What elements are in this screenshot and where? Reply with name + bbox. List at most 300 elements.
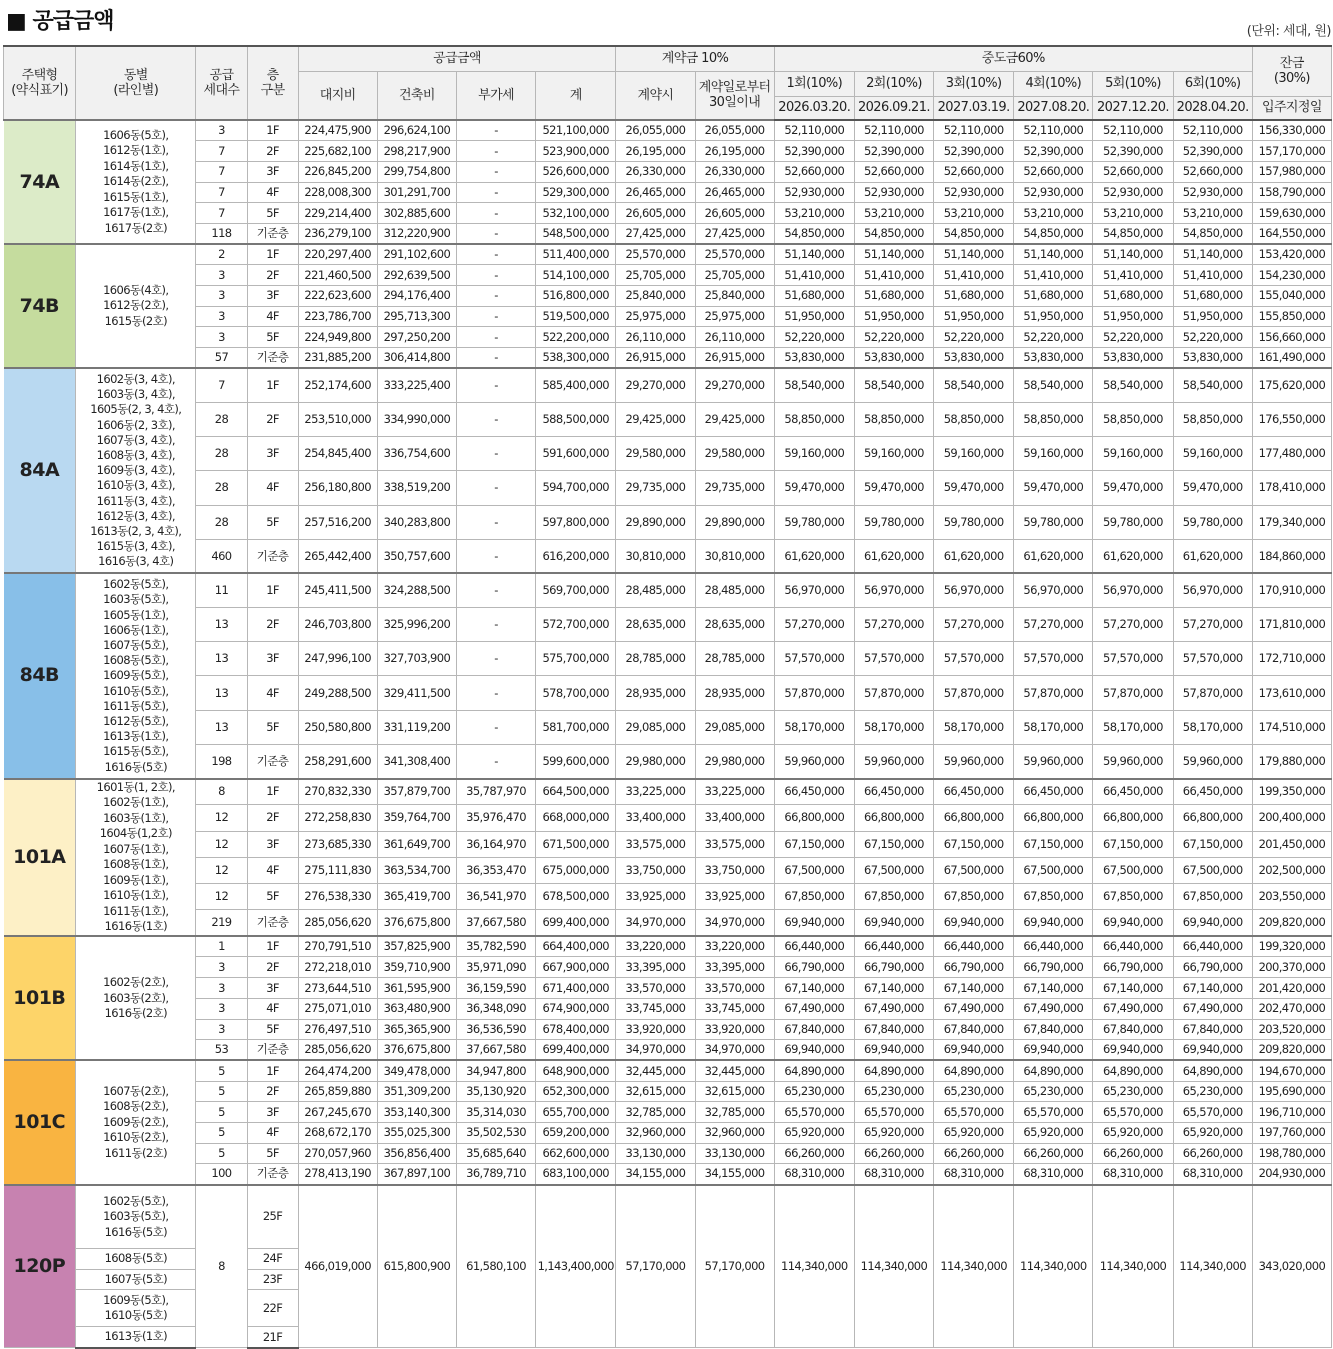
deposit-30days-cell: 29,270,000 xyxy=(695,368,774,402)
balance-cell: 197,760,000 xyxy=(1252,1122,1331,1143)
middle-payment-cell: 59,780,000 xyxy=(1093,505,1173,539)
floor-cell: 4F xyxy=(247,998,298,1019)
table-row xyxy=(4,1143,1332,1164)
building-price-cell: 338,519,200 xyxy=(377,471,456,505)
vat-cell: - xyxy=(456,744,535,778)
building-price-cell: 295,713,300 xyxy=(377,306,456,327)
vat-cell: - xyxy=(456,573,535,607)
supply-units-cell: 2 xyxy=(196,244,247,265)
dong-line: 1608동(5호) xyxy=(104,1251,167,1266)
middle-payment-cell: 67,850,000 xyxy=(934,884,1014,910)
balance-cell: 175,620,000 xyxy=(1252,368,1331,402)
header-middle-date: 2026.09.21. xyxy=(854,96,933,120)
middle-payment-cell: 57,870,000 xyxy=(774,676,854,710)
deposit-contract-cell: 29,270,000 xyxy=(616,368,695,402)
balance-cell: 156,660,000 xyxy=(1252,327,1331,348)
vat-cell: - xyxy=(456,161,535,182)
middle-payment-cell: 66,440,000 xyxy=(1173,936,1252,957)
deposit-contract-cell: 28,485,000 xyxy=(616,573,695,607)
middle-payment-cell: 57,270,000 xyxy=(1093,608,1173,642)
middle-payment-cell: 66,440,000 xyxy=(1093,936,1173,957)
deposit-contract-cell: 27,425,000 xyxy=(616,223,695,244)
middle-payment-cell: 66,800,000 xyxy=(774,805,854,831)
middle-payment-cell: 65,570,000 xyxy=(1093,1102,1173,1123)
deposit-30days-cell: 26,915,000 xyxy=(695,348,774,369)
dong-line: 1608동(1호), xyxy=(103,857,169,872)
middle-payment-cell: 58,850,000 xyxy=(854,402,933,436)
middle-payment-cell: 57,870,000 xyxy=(934,676,1014,710)
land-price-cell: 285,056,620 xyxy=(298,910,377,936)
deposit-contract-cell: 29,580,000 xyxy=(616,437,695,471)
middle-payment-cell: 59,160,000 xyxy=(934,437,1014,471)
deposit-30days-cell: 32,960,000 xyxy=(695,1122,774,1143)
deposit-contract-cell: 32,785,000 xyxy=(616,1102,695,1123)
floor-cell: 기준층 xyxy=(247,1164,298,1185)
total-price-cell: 668,000,000 xyxy=(536,805,616,831)
middle-payment-cell: 52,220,000 xyxy=(934,327,1014,348)
middle-payment-cell: 67,490,000 xyxy=(774,998,854,1019)
deposit-30days-cell: 29,735,000 xyxy=(695,471,774,505)
dong-line: 1609동(3, 4호), xyxy=(96,463,175,478)
land-price-cell: 272,218,010 xyxy=(298,957,377,978)
table-row xyxy=(4,805,1332,831)
total-price-cell: 569,700,000 xyxy=(536,573,616,607)
dong-line: 1609동(5호), xyxy=(103,1292,169,1307)
dong-line: 1607동(5호) xyxy=(104,1271,167,1286)
total-price-cell: 597,800,000 xyxy=(536,505,616,539)
dong-line: 1607동(2호), xyxy=(103,1083,169,1098)
supply-units-cell: 7 xyxy=(196,182,247,203)
dong-line: 1615동(3, 4호), xyxy=(96,539,175,554)
deposit-30days-cell: 33,220,000 xyxy=(695,936,774,957)
dong-cell xyxy=(76,1060,196,1184)
supply-units-cell: 5 xyxy=(196,1143,247,1164)
dong-line: 1606동(4호), xyxy=(103,282,169,297)
middle-payment-cell: 52,660,000 xyxy=(1173,161,1252,182)
middle-payment-cell: 67,150,000 xyxy=(1093,831,1173,857)
middle-payment-cell: 68,310,000 xyxy=(1093,1164,1173,1185)
floor-cell: 2F xyxy=(247,141,298,162)
total-price-cell: 659,200,000 xyxy=(536,1122,616,1143)
land-price-cell: 278,413,190 xyxy=(298,1164,377,1185)
land-price-cell: 270,832,330 xyxy=(298,779,377,805)
middle-payment-cell: 58,540,000 xyxy=(934,368,1014,402)
balance-cell: 172,710,000 xyxy=(1252,642,1331,676)
deposit-30days-cell: 26,605,000 xyxy=(695,203,774,224)
dong-line: 1608동(5호), xyxy=(103,653,169,668)
supply-units-cell: 28 xyxy=(196,437,247,471)
floor-cell: 2F xyxy=(247,1081,298,1102)
balance-cell: 157,980,000 xyxy=(1252,161,1331,182)
deposit-30days-cell: 34,970,000 xyxy=(695,1040,774,1061)
total-price-cell: 678,500,000 xyxy=(536,884,616,910)
deposit-30days-cell: 25,840,000 xyxy=(695,286,774,307)
building-price-cell: 363,534,700 xyxy=(377,857,456,883)
table-row xyxy=(4,642,1332,676)
vat-cell: 34,947,800 xyxy=(456,1060,535,1081)
balance-cell: 155,040,000 xyxy=(1252,286,1331,307)
total-price-cell: 548,500,000 xyxy=(536,223,616,244)
floor-cell: 5F xyxy=(247,710,298,744)
middle-payment-cell: 51,140,000 xyxy=(774,244,854,265)
middle-payment-cell: 56,970,000 xyxy=(1014,573,1093,607)
middle-payment-cell: 66,260,000 xyxy=(1173,1143,1252,1164)
middle-payment-cell: 57,870,000 xyxy=(1093,676,1173,710)
middle-payment-cell: 59,780,000 xyxy=(934,505,1014,539)
building-price-cell: 357,879,700 xyxy=(377,779,456,805)
middle-payment-cell: 58,540,000 xyxy=(774,368,854,402)
table-row xyxy=(4,573,1332,607)
supply-units-cell: 13 xyxy=(196,676,247,710)
middle-payment-cell: 67,840,000 xyxy=(1014,1019,1093,1040)
balance-cell: 173,610,000 xyxy=(1252,676,1331,710)
supply-units-cell: 12 xyxy=(196,884,247,910)
balance-cell: 154,230,000 xyxy=(1252,265,1331,286)
supply-units-cell: 3 xyxy=(196,327,247,348)
dong-line: 1609동(1호), xyxy=(103,872,169,887)
balance-cell: 202,500,000 xyxy=(1252,857,1331,883)
middle-payment-cell: 66,260,000 xyxy=(1093,1143,1173,1164)
land-price-cell: 247,996,100 xyxy=(298,642,377,676)
table-row xyxy=(4,884,1332,910)
deposit-contract-cell: 28,635,000 xyxy=(616,608,695,642)
supply-units-cell: 8 xyxy=(196,779,247,805)
balance-cell: 170,910,000 xyxy=(1252,573,1331,607)
total-price-cell: 655,700,000 xyxy=(536,1102,616,1123)
middle-payment-cell: 59,470,000 xyxy=(1173,471,1252,505)
balance-cell: 203,520,000 xyxy=(1252,1019,1331,1040)
middle-payment-cell: 61,620,000 xyxy=(1173,539,1252,573)
total-price-cell: 591,600,000 xyxy=(536,437,616,471)
vat-cell: - xyxy=(456,141,535,162)
deposit-contract-cell: 29,425,000 xyxy=(616,402,695,436)
land-price-cell: 226,845,200 xyxy=(298,161,377,182)
total-price-cell: 526,600,000 xyxy=(536,161,616,182)
total-price-cell: 516,800,000 xyxy=(536,286,616,307)
building-price-cell: 341,308,400 xyxy=(377,744,456,778)
vat-cell: 61,580,100 xyxy=(456,1185,535,1348)
deposit-30days-cell: 26,055,000 xyxy=(695,120,774,141)
land-price-cell: 466,019,000 xyxy=(298,1185,377,1348)
middle-payment-cell: 51,950,000 xyxy=(1014,306,1093,327)
middle-payment-cell: 114,340,000 xyxy=(774,1185,854,1348)
deposit-contract-cell: 29,735,000 xyxy=(616,471,695,505)
deposit-contract-cell: 33,750,000 xyxy=(616,857,695,883)
middle-payment-cell: 52,660,000 xyxy=(1093,161,1173,182)
dong-line: 1610동(5호), xyxy=(103,683,169,698)
floor-cell: 25F xyxy=(247,1185,298,1249)
middle-payment-cell: 66,800,000 xyxy=(854,805,933,831)
floor-cell: 3F xyxy=(247,286,298,307)
middle-payment-cell: 69,940,000 xyxy=(774,1040,854,1061)
middle-payment-cell: 65,570,000 xyxy=(1173,1102,1252,1123)
building-price-cell: 325,996,200 xyxy=(377,608,456,642)
dong-line: 1611동(5호), xyxy=(103,698,169,713)
middle-payment-cell: 67,850,000 xyxy=(854,884,933,910)
land-price-cell: 231,885,200 xyxy=(298,348,377,369)
land-price-cell: 225,682,100 xyxy=(298,141,377,162)
middle-payment-cell: 66,260,000 xyxy=(1014,1143,1093,1164)
table-row xyxy=(4,286,1332,307)
middle-payment-cell: 52,220,000 xyxy=(854,327,933,348)
dong-line: 1617동(1호), xyxy=(103,205,169,220)
header-middle-date: 2027.08.20. xyxy=(1014,96,1093,120)
supply-units-cell: 1 xyxy=(196,936,247,957)
middle-payment-cell: 54,850,000 xyxy=(854,223,933,244)
supply-units-cell: 5 xyxy=(196,1102,247,1123)
dong-line: 1608동(2호), xyxy=(103,1099,169,1114)
middle-payment-cell: 61,620,000 xyxy=(1093,539,1173,573)
supply-units-cell: 12 xyxy=(196,805,247,831)
land-price-cell: 245,411,500 xyxy=(298,573,377,607)
land-price-cell: 221,460,500 xyxy=(298,265,377,286)
middle-payment-cell: 67,140,000 xyxy=(854,978,933,999)
middle-payment-cell: 67,840,000 xyxy=(854,1019,933,1040)
dong-line: 1615동(2호) xyxy=(104,313,167,328)
dong-line: 1614동(2호), xyxy=(103,174,169,189)
middle-payment-cell: 53,830,000 xyxy=(1093,348,1173,369)
building-price-cell: 615,800,900 xyxy=(377,1185,456,1348)
middle-payment-cell: 52,930,000 xyxy=(1014,182,1093,203)
middle-payment-cell: 53,210,000 xyxy=(1093,203,1173,224)
total-price-cell: 683,100,000 xyxy=(536,1164,616,1185)
floor-cell: 1F xyxy=(247,779,298,805)
middle-payment-cell: 54,850,000 xyxy=(934,223,1014,244)
table-row xyxy=(4,244,1332,265)
vat-cell: 35,976,470 xyxy=(456,805,535,831)
deposit-contract-cell: 33,570,000 xyxy=(616,978,695,999)
middle-payment-cell: 67,150,000 xyxy=(854,831,933,857)
middle-payment-cell: 67,840,000 xyxy=(1093,1019,1173,1040)
land-price-cell: 270,057,960 xyxy=(298,1143,377,1164)
floor-cell: 4F xyxy=(247,1122,298,1143)
vat-cell: - xyxy=(456,244,535,265)
supply-units-cell: 7 xyxy=(196,141,247,162)
middle-payment-cell: 65,230,000 xyxy=(1014,1081,1093,1102)
deposit-30days-cell: 28,485,000 xyxy=(695,573,774,607)
dong-line: 1615동(1호), xyxy=(103,189,169,204)
table-row xyxy=(4,265,1332,286)
total-price-cell: 519,500,000 xyxy=(536,306,616,327)
deposit-30days-cell: 34,970,000 xyxy=(695,910,774,936)
middle-payment-cell: 65,230,000 xyxy=(774,1081,854,1102)
middle-payment-cell: 65,230,000 xyxy=(854,1081,933,1102)
balance-cell: 161,490,000 xyxy=(1252,348,1331,369)
floor-cell: 4F xyxy=(247,182,298,203)
middle-payment-cell: 53,210,000 xyxy=(1173,203,1252,224)
dong-line: 1602동(5호), xyxy=(103,1193,169,1208)
middle-payment-cell: 67,490,000 xyxy=(854,998,933,1019)
middle-payment-cell: 66,450,000 xyxy=(934,779,1014,805)
dong-line: 1614동(1호), xyxy=(103,158,169,173)
dong-line: 1602동(5호), xyxy=(103,577,169,592)
building-price-cell: 329,411,500 xyxy=(377,676,456,710)
floor-cell: 기준층 xyxy=(247,1040,298,1061)
deposit-30days-cell: 26,195,000 xyxy=(695,141,774,162)
total-price-cell: 664,400,000 xyxy=(536,936,616,957)
middle-payment-cell: 51,680,000 xyxy=(1093,286,1173,307)
floor-cell: 2F xyxy=(247,402,298,436)
middle-payment-cell: 66,440,000 xyxy=(934,936,1014,957)
middle-payment-cell: 59,960,000 xyxy=(774,744,854,778)
table-row xyxy=(4,957,1332,978)
header-middle-date: 2026.03.20. xyxy=(774,96,854,120)
dong-line: 1610동(5호) xyxy=(104,1308,167,1323)
middle-payment-cell: 68,310,000 xyxy=(1014,1164,1093,1185)
supply-units-cell: 11 xyxy=(196,573,247,607)
header-supply-price: 공급금액 xyxy=(298,46,616,71)
deposit-contract-cell: 28,935,000 xyxy=(616,676,695,710)
supply-units-cell: 28 xyxy=(196,402,247,436)
middle-payment-cell: 67,500,000 xyxy=(1173,857,1252,883)
deposit-contract-cell: 34,155,000 xyxy=(616,1164,695,1185)
land-price-cell: 229,214,400 xyxy=(298,203,377,224)
supply-units-cell: 13 xyxy=(196,710,247,744)
floor-cell: 3F xyxy=(247,978,298,999)
middle-payment-cell: 66,790,000 xyxy=(1093,957,1173,978)
total-price-cell: 581,700,000 xyxy=(536,710,616,744)
building-price-cell: 291,102,600 xyxy=(377,244,456,265)
vat-cell: - xyxy=(456,676,535,710)
vat-cell: - xyxy=(456,402,535,436)
deposit-30days-cell: 33,130,000 xyxy=(695,1143,774,1164)
middle-payment-cell: 65,920,000 xyxy=(774,1122,854,1143)
floor-cell: 기준층 xyxy=(247,348,298,369)
dong-line: 1610동(3, 4호), xyxy=(96,478,175,493)
middle-payment-cell: 66,790,000 xyxy=(934,957,1014,978)
supply-units-cell: 53 xyxy=(196,1040,247,1061)
building-price-cell: 361,595,900 xyxy=(377,978,456,999)
floor-cell: 기준층 xyxy=(247,910,298,936)
floor-cell: 5F xyxy=(247,505,298,539)
middle-payment-cell: 59,160,000 xyxy=(1173,437,1252,471)
deposit-30days-cell: 33,395,000 xyxy=(695,957,774,978)
middle-payment-cell: 64,890,000 xyxy=(1014,1060,1093,1081)
dong-line: 1615동(5호), xyxy=(103,744,169,759)
vat-cell: - xyxy=(456,286,535,307)
deposit-30days-cell: 34,155,000 xyxy=(695,1164,774,1185)
balance-cell: 204,930,000 xyxy=(1252,1164,1331,1185)
house-type-cell: 101C xyxy=(4,1060,76,1184)
deposit-contract-cell: 33,130,000 xyxy=(616,1143,695,1164)
table-row xyxy=(4,1185,1332,1249)
middle-payment-cell: 66,790,000 xyxy=(1014,957,1093,978)
middle-payment-cell: 52,110,000 xyxy=(1093,120,1173,141)
building-price-cell: 327,703,900 xyxy=(377,642,456,676)
dong-line: 1616동(1호) xyxy=(104,919,167,934)
deposit-30days-cell: 32,785,000 xyxy=(695,1102,774,1123)
vat-cell: 35,787,970 xyxy=(456,779,535,805)
middle-payment-cell: 67,840,000 xyxy=(934,1019,1014,1040)
middle-payment-cell: 52,930,000 xyxy=(1093,182,1173,203)
floor-cell: 1F xyxy=(247,936,298,957)
balance-cell: 174,510,000 xyxy=(1252,710,1331,744)
land-price-cell: 285,056,620 xyxy=(298,1040,377,1061)
middle-payment-cell: 58,850,000 xyxy=(1093,402,1173,436)
vat-cell: 35,130,920 xyxy=(456,1081,535,1102)
middle-payment-cell: 59,470,000 xyxy=(1014,471,1093,505)
deposit-30days-cell: 26,110,000 xyxy=(695,327,774,348)
table-row xyxy=(4,437,1332,471)
header-middle-round: 2회(10%) xyxy=(854,71,933,96)
middle-payment-cell: 56,970,000 xyxy=(1093,573,1173,607)
deposit-contract-cell: 33,925,000 xyxy=(616,884,695,910)
building-price-cell: 349,478,000 xyxy=(377,1060,456,1081)
middle-payment-cell: 52,390,000 xyxy=(1173,141,1252,162)
building-price-cell: 365,419,700 xyxy=(377,884,456,910)
balance-cell: 343,020,000 xyxy=(1252,1185,1331,1348)
total-price-cell: 532,100,000 xyxy=(536,203,616,224)
deposit-contract-cell: 26,195,000 xyxy=(616,141,695,162)
vat-cell: - xyxy=(456,642,535,676)
dong-line: 1613동(1호), xyxy=(103,729,169,744)
header-middle-round: 5회(10%) xyxy=(1093,71,1173,96)
balance-cell: 158,790,000 xyxy=(1252,182,1331,203)
middle-payment-cell: 51,410,000 xyxy=(1173,265,1252,286)
building-price-cell: 359,764,700 xyxy=(377,805,456,831)
supply-units-cell: 7 xyxy=(196,368,247,402)
middle-payment-cell: 56,970,000 xyxy=(854,573,933,607)
land-price-cell: 253,510,000 xyxy=(298,402,377,436)
middle-payment-cell: 67,150,000 xyxy=(774,831,854,857)
header-balance-date: 입주지정일 xyxy=(1252,96,1331,120)
deposit-contract-cell: 26,915,000 xyxy=(616,348,695,369)
header-middle-round: 4회(10%) xyxy=(1014,71,1093,96)
vat-cell: 36,789,710 xyxy=(456,1164,535,1185)
balance-cell: 194,670,000 xyxy=(1252,1060,1331,1081)
building-price-cell: 363,480,900 xyxy=(377,998,456,1019)
supply-units-cell: 5 xyxy=(196,1081,247,1102)
dong-line: 1607동(1호), xyxy=(103,841,169,856)
middle-payment-cell: 58,540,000 xyxy=(854,368,933,402)
deposit-contract-cell: 33,920,000 xyxy=(616,1019,695,1040)
dong-line: 1603동(2호), xyxy=(103,990,169,1005)
floor-cell: 기준층 xyxy=(247,223,298,244)
middle-payment-cell: 58,850,000 xyxy=(1173,402,1252,436)
middle-payment-cell: 66,450,000 xyxy=(774,779,854,805)
floor-cell: 5F xyxy=(247,884,298,910)
middle-payment-cell: 52,390,000 xyxy=(854,141,933,162)
dong-line: 1606동(5호), xyxy=(103,127,169,142)
table-row xyxy=(4,1164,1332,1185)
middle-payment-cell: 53,830,000 xyxy=(1014,348,1093,369)
floor-cell: 기준층 xyxy=(247,744,298,778)
middle-payment-cell: 54,850,000 xyxy=(1173,223,1252,244)
middle-payment-cell: 67,140,000 xyxy=(1173,978,1252,999)
balance-cell: 199,320,000 xyxy=(1252,936,1331,957)
middle-payment-cell: 59,780,000 xyxy=(854,505,933,539)
header-deposit: 계약금 10% xyxy=(616,46,774,71)
land-price-cell: 254,845,400 xyxy=(298,437,377,471)
supply-units-cell: 3 xyxy=(196,120,247,141)
middle-payment-cell: 67,850,000 xyxy=(1173,884,1252,910)
middle-payment-cell: 58,850,000 xyxy=(934,402,1014,436)
total-price-cell: 616,200,000 xyxy=(536,539,616,573)
dong-line: 1609동(2호), xyxy=(103,1114,169,1129)
total-price-cell: 671,400,000 xyxy=(536,978,616,999)
deposit-contract-cell: 30,810,000 xyxy=(616,539,695,573)
supply-units-cell: 5 xyxy=(196,1060,247,1081)
table-row xyxy=(4,505,1332,539)
land-price-cell: 275,071,010 xyxy=(298,998,377,1019)
deposit-contract-cell: 34,970,000 xyxy=(616,1040,695,1061)
middle-payment-cell: 59,160,000 xyxy=(774,437,854,471)
floor-cell: 4F xyxy=(247,471,298,505)
middle-payment-cell: 67,500,000 xyxy=(1014,857,1093,883)
balance-cell: 178,410,000 xyxy=(1252,471,1331,505)
middle-payment-cell: 67,500,000 xyxy=(854,857,933,883)
land-price-cell: 220,297,400 xyxy=(298,244,377,265)
